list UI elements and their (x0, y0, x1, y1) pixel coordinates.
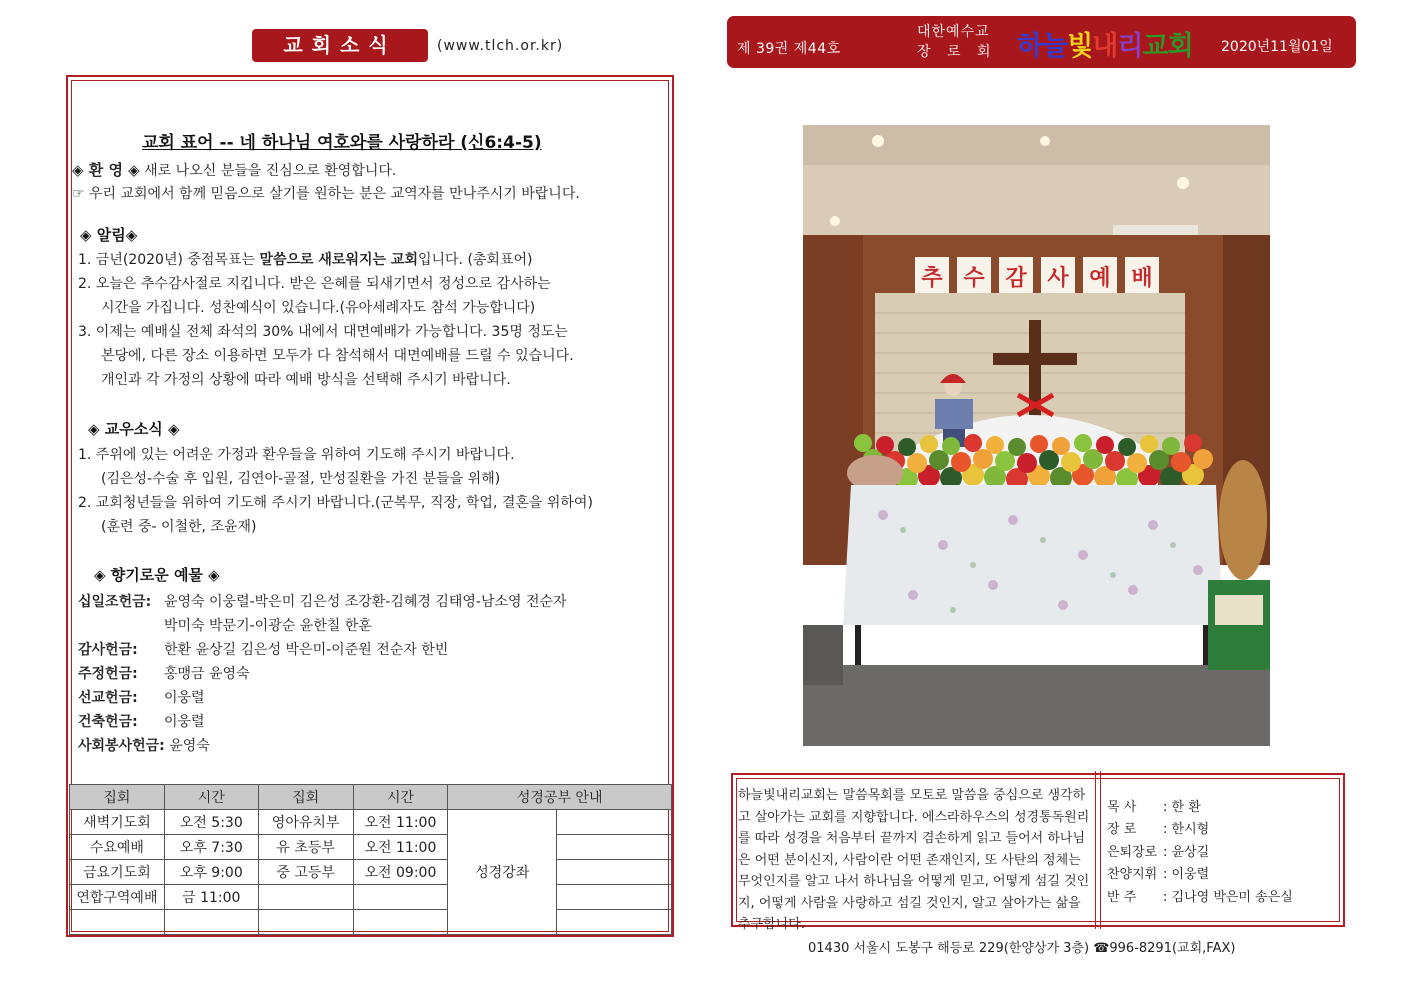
welcome-text: 새로 나오신 분들을 진심으로 환영합니다. (144, 163, 397, 179)
fruit (1008, 438, 1026, 456)
notice-item-3-cont: 본당에, 다른 장소 이용하면 모두가 다 참석해서 대면예배를 드릴 수 있습니다. (101, 348, 574, 364)
col-header-service: 집회 (258, 785, 353, 810)
staff-row (1107, 797, 1293, 819)
staff-role: 장 로 (1107, 822, 1137, 838)
notice-item-3-cont2: 개인과 각 가정의 상황에 따라 예배 방식을 선택해 주시기 바랍니다. (101, 372, 511, 388)
fruit (1074, 434, 1092, 452)
staff-role: 목 사 (1107, 800, 1137, 815)
fruit (1171, 452, 1191, 472)
notice-item-2: 2. 오늘은 추수감사절로 지킵니다. 받은 은혜를 되새기면서 정성으로 감사하는 (78, 276, 551, 292)
news-title: 교회소식 (252, 29, 428, 62)
church-info-box (731, 773, 1345, 932)
fruit (1118, 438, 1136, 456)
staff-row (1107, 864, 1293, 886)
church-name-char: 교 (1142, 31, 1168, 62)
church-name-char: 내 (1092, 31, 1118, 62)
church-name-logo (1017, 24, 1193, 63)
church-vision-text: 하늘빛내리교회는 말씀목회를 모토로 말씀을 중심으로 생각하고 살아가는 교회를 지향합니다. 에스라하우스의 성경통독원리를 따라 성경을 처음부터 끝까지 겸손하게 읽고 들어서 하나님은 어떤 분이신지, 사람이란 어떤 존재인지, 또 사탄의 정체는 무엇인지를 알고 나서 하나님을 어떻게 믿고, 어떻게 섬길 것인지, 어떻게 사람을 사랑하고 섬길 것인지, 알고 살아가는 삶을 추구합니다. (738, 788, 1090, 932)
fruit (1193, 449, 1213, 469)
harvest-thanksgiving-photo (803, 125, 1270, 746)
table-row: 금요기도회 오후 9:00 중 고등부 오전 09:00 (70, 860, 672, 885)
col-header-time: 시간 (164, 785, 258, 810)
member-news-item-1-cont: (김은성-수술 후 입원, 김연아-골절, 만성질환을 가진 분들을 위해) (101, 471, 501, 487)
notice-item-3: 3. 이제는 예배실 전체 좌석의 30% 내에서 대면예배가 가능합니다. 35명 정도는 (78, 324, 568, 340)
staff-name: : 이웅렬 (1163, 867, 1210, 883)
staff-role: 찬양지휘 (1107, 867, 1158, 883)
fruit (964, 434, 982, 452)
notices-heading: ◈ 알림◈ (80, 226, 138, 244)
col-header-time: 시간 (353, 785, 448, 810)
staff-role: 반 주 (1107, 889, 1137, 905)
staff-name: : 한 환 (1163, 800, 1201, 815)
fruit (920, 435, 938, 453)
website-link[interactable]: (www.tlch.or.kr) (437, 38, 564, 54)
col-header-bible-study: 성경공부 안내 (448, 785, 672, 810)
staff-name: : 한시형 (1163, 822, 1210, 838)
notice-item-2-cont: 시간을 가집니다. 성찬예식이 있습니다.(유아세례자도 참석 가능합니다) (101, 300, 536, 316)
banner-char: 감 (1005, 266, 1027, 291)
fruit (1017, 453, 1037, 473)
fruit (1061, 452, 1081, 472)
fruit (986, 436, 1004, 454)
welcome-contact: ☞ 우리 교회에서 함께 믿음으로 살기를 원하는 분은 교역자를 만나주시기 바랍니다. (72, 186, 580, 202)
banner-char: 배 (1131, 266, 1153, 291)
church-name-char: 리 (1117, 31, 1143, 62)
fruit (1096, 436, 1114, 454)
bulletin-date: 2020년11월01일 (1221, 39, 1333, 55)
welcome-line (72, 159, 396, 180)
staff-row (1107, 819, 1293, 841)
fruit (898, 438, 916, 456)
altar-illustration (803, 125, 1270, 746)
notice-item-1: 1. 금년(2020년) 중점목표는 말씀으로 새로워지는 교회입니다. (총회표어) (78, 252, 533, 268)
staff-name: : 윤상길 (1163, 844, 1210, 860)
fruit (1127, 453, 1147, 473)
banner-char: 추 (921, 266, 943, 291)
table-row: 새벽기도회 오전 5:30 영아유치부 오전 11:00 성경강좌 (70, 810, 672, 835)
banner-char: 예 (1089, 266, 1111, 291)
bulletin-header (727, 16, 1356, 68)
church-name-char: 회 (1167, 31, 1193, 62)
denomination: 대한예수교 장 로 회 (917, 24, 997, 60)
fruit (876, 436, 894, 454)
fruit (1184, 434, 1202, 452)
col-header-service: 집회 (70, 785, 165, 810)
table-row: 수요예배 오후 7:30 유 초등부 오전 11:00 (70, 835, 672, 860)
offerings-list: 십일조헌금: 윤영숙 이웅렬-박은미 김은성 조강환-김혜경 김태영-남소영 전순자 박미숙 박문기-이광순 윤한칠 한훈 감사헌금: 한환 윤상길 김은성 박은미-이준원 전순자 한빈 주정헌금: 홍맹금 윤영숙 선교헌금: 이웅렬 건축헌금: 이웅렬 사회봉사헌금: 윤영숙 (78, 594, 567, 754)
notice-goal: 말씀으로 새로워지는 교회 (259, 252, 418, 268)
fruit (1140, 435, 1158, 453)
member-news-item-1: 1. 주위에 있는 어려운 가정과 환우들을 위하여 기도해 주시기 바랍니다. (78, 447, 515, 463)
table-row (70, 910, 672, 935)
bible-study-name: 성경강좌 (448, 810, 557, 935)
offering-row-social: 사회봉사헌금: 윤영숙 (78, 738, 210, 754)
member-news-heading: ◈ 교우소식 ◈ (88, 420, 180, 438)
member-news-item-2: 2. 교회청년들을 위하여 기도해 주시기 바랍니다.(군복무, 직장, 학업, 결혼을 위하여) (78, 495, 593, 511)
church-name-char: 늘 (1042, 31, 1068, 62)
welcome-heading: ◈ 환 영 ◈ (72, 161, 140, 179)
fruit (907, 453, 927, 473)
banner-char: 사 (1047, 266, 1069, 291)
fruit (854, 434, 872, 452)
staff-row (1107, 887, 1293, 909)
church-motto: 교회 표어 -- 네 하나님 여호와를 사랑하라 (신6:4-5) (142, 133, 542, 153)
fruit (942, 437, 960, 455)
table-header-row (70, 785, 672, 810)
fruit (1030, 435, 1048, 453)
fruit (951, 452, 971, 472)
banner-char: 수 (963, 266, 985, 291)
table-row: 연합구역예배 금 11:00 (70, 885, 672, 910)
offerings-heading: ◈ 향기로운 예물 ◈ (94, 566, 220, 584)
staff-list (1107, 797, 1293, 909)
fruit (1162, 437, 1180, 455)
volume-number: 제 39권 제44호 (737, 41, 841, 57)
staff-row (1107, 842, 1293, 864)
staff-name: : 김나영 박은미 송은실 (1163, 889, 1293, 905)
church-address: 01430 서울시 도봉구 해등로 229(한양상가 3층) ☎996-8291(교회,FAX) (808, 941, 1236, 956)
staff-role: 은퇴장로 (1107, 844, 1158, 860)
church-name-char: 빛 (1067, 31, 1093, 62)
member-news-item-2-cont: (훈련 중- 이철한, 조윤재) (101, 519, 257, 535)
church-name-char: 하 (1017, 31, 1043, 62)
fruit (1052, 437, 1070, 455)
service-schedule-table (69, 784, 672, 935)
